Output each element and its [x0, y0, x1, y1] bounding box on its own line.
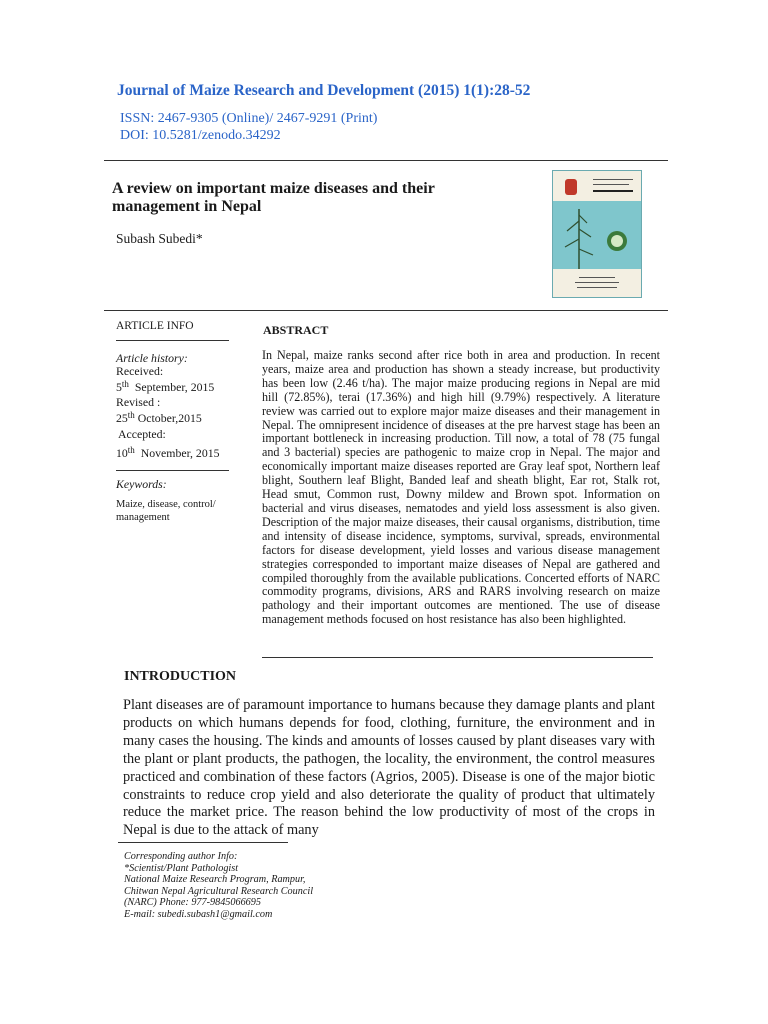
author-name: Subash Subedi*: [116, 231, 203, 246]
revised-sup: th: [127, 410, 135, 420]
received-day: 5: [116, 380, 122, 394]
received-date: [116, 380, 214, 396]
introduction-heading: INTRODUCTION: [124, 669, 237, 684]
issn-line: ISSN: 2467-9305 (Online)/ 2467-9291 (Print): [120, 111, 378, 126]
cover-footer-panel: [553, 269, 641, 297]
cover-header-panel: [553, 171, 641, 201]
header-divider: [104, 160, 668, 161]
accepted-month: November, 2015: [140, 446, 220, 460]
abstract-rule: [262, 657, 653, 658]
abstract-heading: ABSTRACT: [263, 323, 329, 337]
footnote-rule: [118, 842, 288, 843]
accepted-day: 10: [116, 446, 128, 460]
footnote: [124, 851, 313, 920]
doi-link[interactable]: DOI: 10.5281/zenodo.34292: [120, 128, 281, 143]
paper-title: A review on important maize diseases and their management in Nepal: [112, 180, 435, 215]
maize-plant-icon: [553, 201, 641, 271]
revised-date: [116, 411, 202, 427]
accepted-label: Accepted:: [118, 427, 166, 441]
journal-cover-image: [552, 170, 642, 298]
abstract-text: In Nepal, maize ranks second after rice both in area and production. In recent years, maize area and production has shown a steady increase, but productivity has been low (2.46 t/ha). The major maize producing regions in Nepal are mid hill (72.85%), terai (17.36%) and high hill (9.79%) respectively. A literature review was carried out to explore major maize diseases and their management in Nepal. The omnipresent incidence of diseases at the pre harvest stage has been an important bottleneck in increasing production. Till now, a total of 78 (75 fungal and 3 bacterial) species are pathogenic to maize crop in Nepal. The major and economically important maize diseases reported are Gray leaf spot, Northern leaf blight, Southern leaf Blight, Banded leaf and sheath blight, Ear rot, Stalk rot, Head smut, Common rust, Downy mildew and Brown spot. Information on bacterial and virus diseases, nematodes and yield loss assessment is also given. Description of the major maize diseases, their causal organisms, distribution, time and intensity of disease incidence, symptoms, survival, spreads, environmental factors for disease development, yield losses and various disease management strategies corresponded to important maize diseases of Nepal are gathered and compiled thoroughly from the available publications. Concerted efforts of NARC commodity programs, divisions, ARS and RARS involving research on maize pathology and their important outcomes are mentioned. The use of disease management methods focused on host resistance has also been highlighted.: [262, 348, 660, 627]
revised-label: Revised :: [116, 395, 161, 409]
article-history-label: Article history:: [116, 351, 188, 365]
keywords-list: Maize, disease, control/ management: [116, 499, 216, 523]
revised-month: October,2015: [137, 411, 202, 425]
received-month: September, 2015: [134, 380, 215, 394]
article-info-heading: ARTICLE INFO: [116, 320, 194, 332]
footnote-email[interactable]: E-mail: subedi.subash1@gmail.com: [124, 908, 273, 920]
footnote-line: (NARC) Phone: 977-9845066695: [124, 897, 261, 908]
article-info-rule: [116, 340, 229, 341]
footnote-line: Corresponding author Info:: [124, 851, 238, 862]
history-rule: [116, 470, 229, 471]
footnote-line: *Scientist/Plant Pathologist: [124, 862, 239, 874]
footnote-line: National Maize Research Program, Rampur,: [124, 874, 306, 885]
accepted-date: [116, 446, 220, 462]
revised-day: 25: [116, 411, 128, 425]
journal-citation: Journal of Maize Research and Development (2015) 1(1):28-52: [117, 82, 531, 99]
accepted-sup: th: [127, 445, 135, 455]
received-sup: th: [121, 379, 129, 389]
title-block-divider: [104, 310, 668, 311]
footnote-line: Chitwan Nepal Agricultural Research Council: [124, 885, 314, 897]
keywords-label: Keywords:: [116, 477, 167, 491]
received-label: Received:: [116, 364, 164, 378]
introduction-text: Plant diseases are of paramount importance to humans because they damage plants and plant products on which humans depends for food, clothing, furniture, the environment and in many cases the housing. The kinds and amounts of losses caused by plant diseases vary with the plant or plant products, the pathogen, the locality, the environment, the control measures practiced and combination of these factors (Agrios, 2005). Disease is one of the major biotic constraints to reduce crop yield and also deteriorate the quality of product that ultimately reduce the market price. The reason behind the low productivity of most of the crops in Nepal is due to the attack of many: [123, 697, 655, 839]
